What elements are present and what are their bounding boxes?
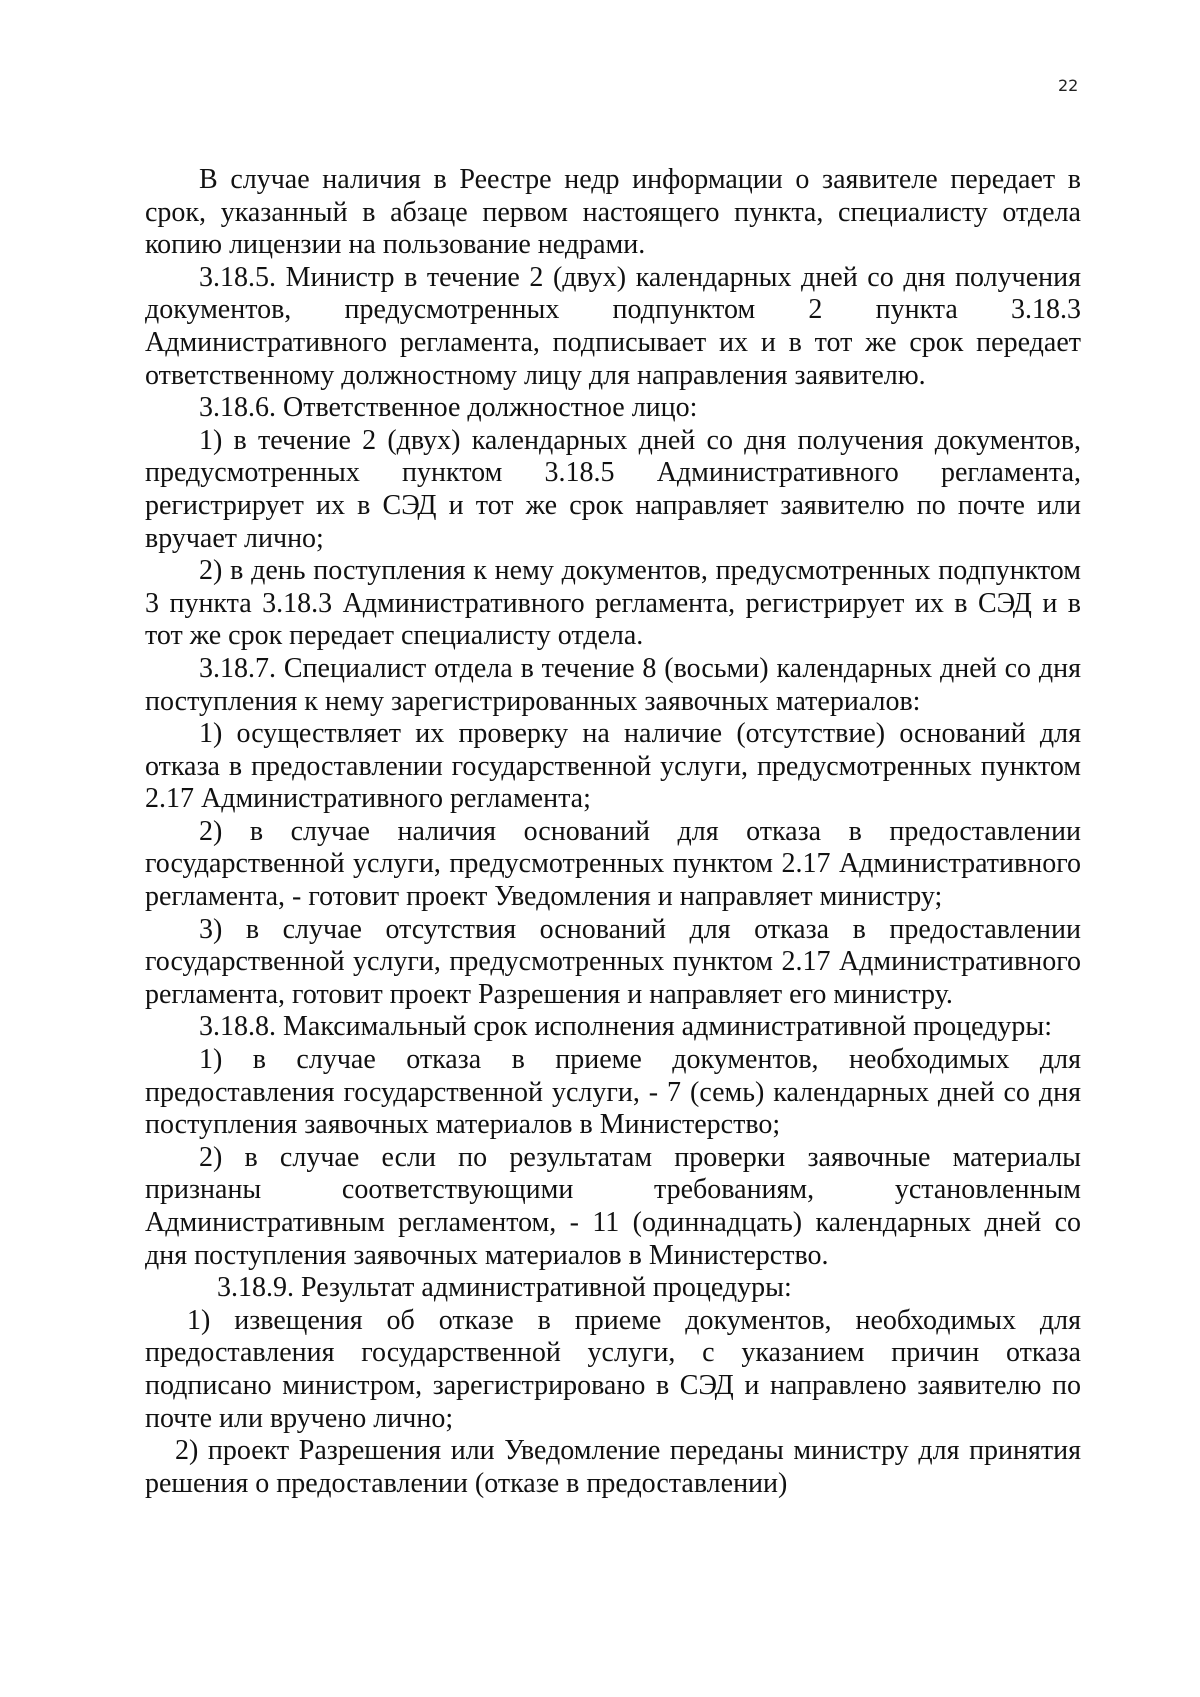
paragraph-3-18-6-item-1: 1) в течение 2 (двух) календарных дней со дня получения документов, предусмотренных пунктом 3.18.5 Административного регламента, регистрирует их в СЭД и тот же срок направляет заявителю по почте или вручает лично;: [145, 424, 1081, 554]
paragraph-3-18-7: 3.18.7. Специалист отдела в течение 8 (восьми) календарных дней со дня поступления к нему зарегистрированных заявочных материалов:: [145, 652, 1081, 717]
document-body: [145, 164, 1081, 1500]
paragraph-3-18-8: 3.18.8. Максимальный срок исполнения административной процедуры:: [199, 1011, 1052, 1043]
paragraph-3-18-8-item-1: 1) в случае отказа в приеме документов, необходимых для предоставления государственной услуги, - 7 (семь) календарных дней со дня поступления заявочных материалов в Министерство;: [145, 1044, 1081, 1141]
paragraph-3-18-7-item-3: 3) в случае отсутствия оснований для отказа в предоставлении государственной услуги, предусмотренных пунктом 2.17 Административного регламента, готовит проект Разрешения и направляет его министру.: [145, 913, 1081, 1010]
page-number: 22: [1058, 76, 1079, 95]
paragraph-3-18-6-item-2: 2) в день поступления к нему документов, предусмотренных подпунктом 3 пункта 3.18.3 Административного регламента, регистрирует их в СЭД и в тот же срок передает специалисту отдела.: [145, 555, 1081, 652]
paragraph-3-18-5: 3.18.5. Министр в течение 2 (двух) календарных дней со дня получения документов, предусмотренных подпунктом 2 пункта 3.18.3 Административного регламента, подписывает их и в тот же срок передает ответственному должностному лицу для направления заявителю.: [145, 261, 1081, 391]
paragraph-3-18-7-item-2: 2) в случае наличия оснований для отказа в предоставлении государственной услуги, предусмотренных пунктом 2.17 Административного регламента, - готовит проект Уведомления и направляет министру;: [145, 815, 1081, 913]
paragraph-registry-info: В случае наличия в Реестре недр информации о заявителе передает в срок, указанный в абзаце первом настоящего пункта, специалисту отдела копию лицензии на пользование недрами.: [145, 164, 1081, 261]
paragraph-3-18-6: 3.18.6. Ответственное должностное лицо:: [199, 392, 698, 424]
paragraph-3-18-9-item-2: 2) проект Разрешения или Уведомление переданы министру для принятия решения о предоставлении (отказе в предоставлении): [145, 1435, 1081, 1499]
paragraph-3-18-7-item-1: 1) осуществляет их проверку на наличие (отсутствие) оснований для отказа в предоставлении государственной услуги, предусмотренных пунктом 2.17 Административного регламента;: [145, 718, 1081, 815]
paragraph-3-18-9-item-1: 1) извещения об отказе в приеме документов, необходимых для предоставления государственной услуги, с указанием причин отказа подписано министром, зарегистрировано в СЭД и направлено заявителю по почте или вручено лично;: [145, 1304, 1081, 1434]
paragraph-3-18-9: 3.18.9. Результат административной процедуры:: [217, 1272, 792, 1304]
paragraph-3-18-8-item-2: 2) в случае если по результатам проверки заявочные материалы признаны соответствующими требованиям, установленным Административным регламентом, - 11 (одиннадцать) календарных дней со дня поступления заявочных материалов в Министерство.: [145, 1141, 1081, 1271]
